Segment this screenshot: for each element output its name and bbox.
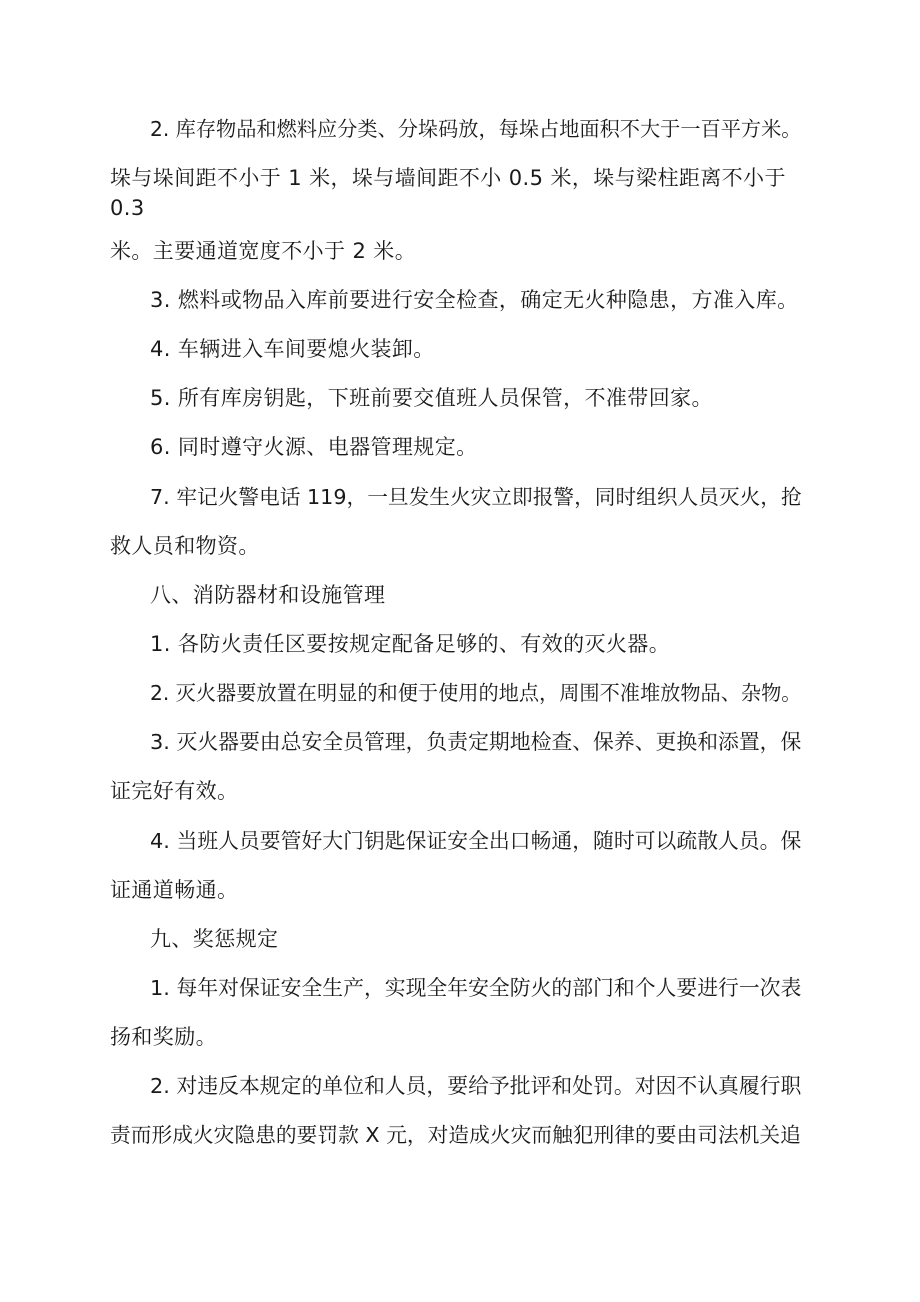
paragraph-line: 6. 同时遵守火源、电器管理规定。 <box>150 435 478 459</box>
paragraph-line: 7. 牢记火警电话 119，一旦发生火灾立即报警，同时组织人员灭火，抢 <box>150 485 802 509</box>
paragraph-line: 4. 车辆进入车间要熄火装卸。 <box>150 337 435 361</box>
paragraph-line: 救人员和物资。 <box>110 534 260 558</box>
paragraph-line: 米。主要通道宽度不小于 2 米。 <box>110 239 417 263</box>
paragraph-line: 0.3 <box>110 196 145 220</box>
paragraph-line: 垛与垛间距不小于 1 米，垛与墙间距不小 0.5 米，垛与梁柱距离不小于 <box>110 166 786 190</box>
paragraph-line: 责而形成火灾隐患的要罚款 X 元，对造成火灾而触犯刑律的要由司法机关追 <box>110 1123 801 1147</box>
paragraph-line: 4. 当班人员要管好大门钥匙保证安全出口畅通，随时可以疏散人员。保 <box>150 829 802 853</box>
paragraph-line: 2. 灭火器要放置在明显的和便于使用的地点，周围不准堆放物品、杂物。 <box>150 681 802 705</box>
section-heading: 八、消防器材和设施管理 <box>150 583 386 607</box>
section-heading: 九、奖惩规定 <box>150 927 279 951</box>
paragraph-line: 3. 燃料或物品入库前要进行安全检查，确定无火种隐患，方准入库。 <box>150 288 799 312</box>
paragraph-line: 2. 对违反本规定的单位和人员，要给予批评和处罚。对因不认真履行职 <box>150 1074 802 1098</box>
paragraph-line: 证完好有效。 <box>110 779 239 803</box>
paragraph-line: 证通道畅通。 <box>110 878 239 902</box>
paragraph-line: 1. 每年对保证安全生产，实现全年安全防火的部门和个人要进行一次表 <box>150 976 802 1000</box>
paragraph-line: 3. 灭火器要由总安全员管理，负责定期地检查、保养、更换和添置，保 <box>150 730 802 754</box>
paragraph-line: 1. 各防火责任区要按规定配备足够的、有效的灭火器。 <box>150 632 671 656</box>
paragraph-line: 5. 所有库房钥匙，下班前要交值班人员保管，不准带回家。 <box>150 386 713 410</box>
paragraph-line: 2. 库存物品和燃料应分类、分垛码放，每垛占地面积不大于一百平方米。 <box>150 117 802 141</box>
paragraph-line: 扬和奖励。 <box>110 1025 217 1049</box>
